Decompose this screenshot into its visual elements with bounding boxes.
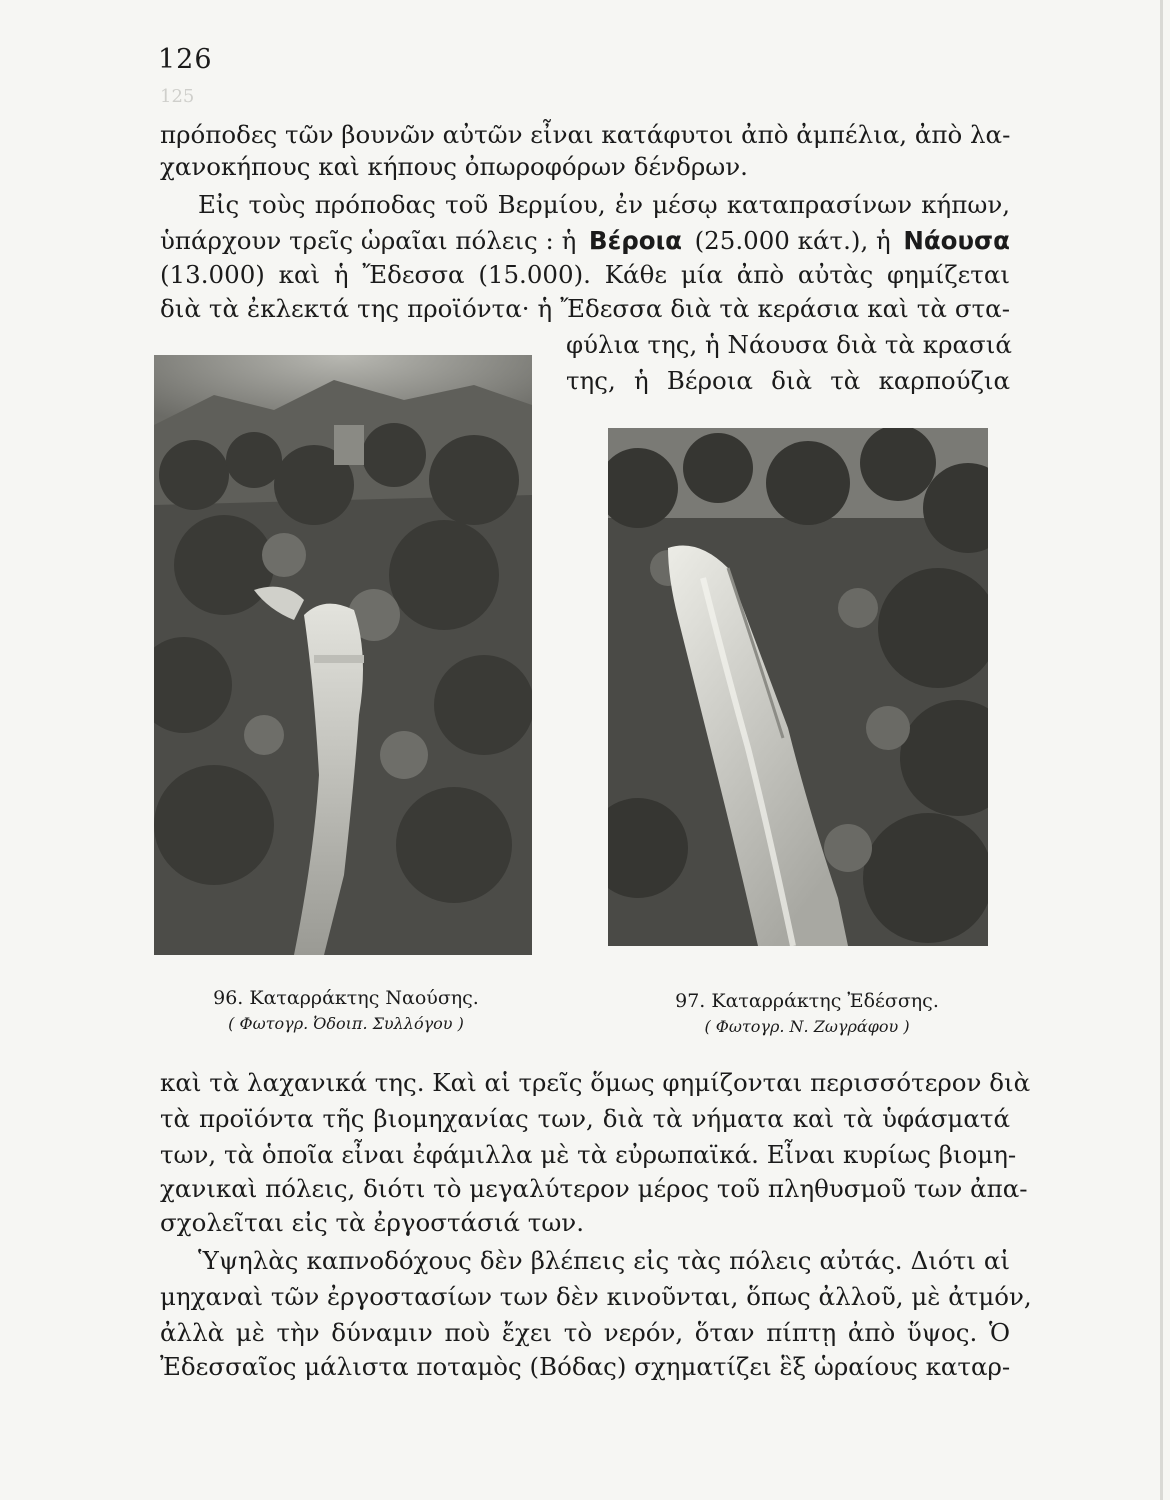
figure-credit: ( Φωτογρ. Ὀδοιπ. Συλλόγου )	[228, 1014, 464, 1033]
text-line: διὰ τὰ ἐκλεκτά της προϊόντα· ἡ Ἔδεσσα διὰ τὰ κεράσια καὶ τὰ στα-	[160, 294, 1010, 323]
text-segment: ὑπάρχουν τρεῖς ὡραῖαι πόλεις : ἡ	[160, 226, 577, 255]
text-line: φύλια της, ἡ Νάουσα διὰ τὰ κρασιά	[566, 330, 1012, 359]
page-number: 126	[158, 44, 213, 75]
text-line: μηχαναὶ τῶν ἐργοστασίων των δὲν κινοῦνται, ὅπως ἀλλοῦ, μὲ ἀτμόν,	[160, 1282, 1032, 1311]
text-line: πρόποδες τῶν βουνῶν αὐτῶν εἶναι κατάφυτοι ἀπὸ ἀμπέλια, ἀπὸ λα-	[160, 120, 1011, 149]
text-line: της, ἡ Βέροια διὰ τὰ καρπούζια	[566, 366, 1010, 395]
figure-title: 96. Καταρράκτης Ναούσης.	[213, 987, 479, 1009]
city-name-naousa: Νάουσα	[903, 226, 1010, 255]
figure-caption-96	[160, 985, 532, 1037]
text-line: σχολεῖται εἰς τὰ ἐργοστάσιά των.	[160, 1208, 584, 1237]
text-line: τὰ προϊόντα τῆς βιομηχανίας των, διὰ τὰ νήματα καὶ τὰ ὑφάσματά	[160, 1104, 1010, 1133]
city-name-veroia: Βέροια	[588, 226, 682, 255]
text-line: χανοκήπους καὶ κήπους ὀπωροφόρων δένδρων.	[160, 152, 748, 181]
bleed-through-page-number: 125	[160, 86, 195, 107]
figure-caption-97	[622, 988, 992, 1040]
text-line: των, τὰ ὁποῖα εἶναι ἐφάμιλλα μὲ τὰ εὐρωπαϊκά. Εἶναι κυρίως βιομη-	[160, 1140, 1017, 1169]
text-line: (13.000) καὶ ἡ Ἔδεσσα (15.000). Κάθε μία ἀπὸ αὐτὰς φημίζεται	[160, 260, 1010, 289]
text-line: χανικαὶ πόλεις, διότι τὸ μεγαλύτερον μέρος τοῦ πληθυσμοῦ των ἀπα-	[160, 1174, 1028, 1203]
text-line: καὶ τὰ λαχανικά της. Καὶ αἱ τρεῖς ὅμως φημίζονται περισσότερον διὰ	[160, 1068, 1031, 1097]
text-line: Εἰς τοὺς πρόποδας τοῦ Βερμίου, ἐν μέσῳ καταπρασίνων κήπων,	[198, 190, 1010, 219]
text-line-with-cities	[160, 226, 1010, 256]
photo-edessa-waterfall	[608, 428, 988, 946]
text-segment: (25.000 κάτ.), ἡ	[694, 226, 891, 255]
text-line: ἀλλὰ μὲ τὴν δύναμιν ποὺ ἔχει τὸ νερόν, ὅταν πίπτῃ ἀπὸ ὕψος. Ὁ	[160, 1318, 1010, 1347]
figure-credit: ( Φωτογρ. Ν. Ζωγράφου )	[704, 1017, 910, 1036]
page-edge-rule	[1160, 0, 1163, 1500]
text-line: Ὑψηλὰς καπνοδόχους δὲν βλέπεις εἰς τὰς πόλεις αὐτάς. Διότι αἱ	[198, 1246, 1010, 1275]
text-line: Ἐδεσσαῖος μάλιστα ποταμὸς (Βόδας) σχηματίζει ἓξ ὡραίους καταρ-	[160, 1352, 1011, 1381]
photo-naousa-waterfall	[154, 355, 532, 955]
figure-title: 97. Καταρράκτης Ἐδέσσης.	[675, 990, 939, 1012]
